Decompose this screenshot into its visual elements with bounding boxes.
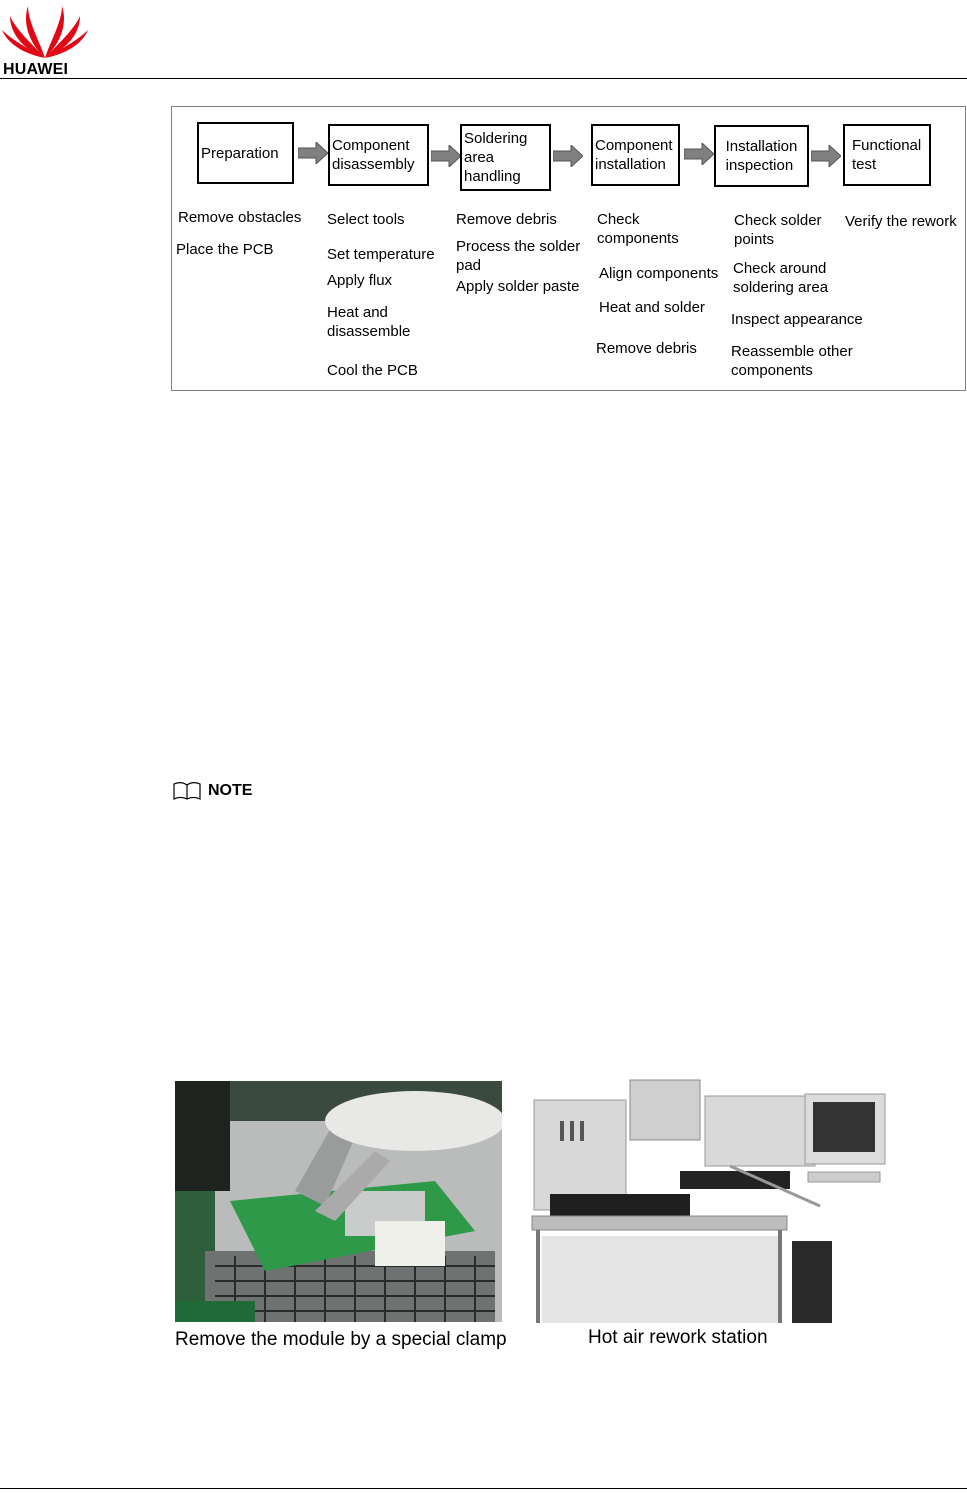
- step-preparation: [197, 122, 294, 184]
- task-label: Select tools: [327, 211, 405, 228]
- step-label: Component disassembly: [332, 137, 415, 173]
- task-label: Process the solder pad: [456, 238, 581, 274]
- step-component-disassembly: [328, 124, 429, 186]
- clamp-photo-caption: Remove the module by a special clamp: [175, 1329, 507, 1350]
- step-label: Preparation: [201, 144, 279, 162]
- header-divider: [0, 78, 967, 79]
- arrow-right-icon: [553, 145, 583, 167]
- rework-station-photo-caption: Hot air rework station: [588, 1327, 768, 1348]
- task-label: Remove debris: [596, 340, 697, 357]
- book-icon: [172, 781, 202, 801]
- step-soldering-area-handling: [460, 124, 551, 191]
- note-callout: [172, 780, 252, 802]
- task-label: Apply flux: [327, 272, 393, 289]
- arrow-right-icon: [431, 145, 461, 167]
- task-label: Remove obstacles: [178, 209, 302, 226]
- step-installation-inspection: [714, 125, 809, 187]
- step-functional-test: [843, 124, 931, 186]
- note-label: NOTE: [208, 782, 253, 799]
- task-label: Align components: [599, 265, 719, 282]
- task-label: Cool the PCB: [327, 362, 418, 379]
- task-label: Remove debris: [456, 211, 557, 228]
- task-label: Set temperature: [327, 246, 435, 263]
- huawei-petals-icon: [0, 0, 90, 62]
- footer-divider: [0, 1488, 967, 1489]
- task-label: Check solder points: [734, 212, 822, 248]
- task-label: Verify the rework: [845, 213, 957, 230]
- arrow-right-icon: [684, 143, 714, 165]
- step-component-installation: [591, 124, 680, 186]
- task-label: Heat and solder: [599, 299, 705, 316]
- rework-station-photo: [530, 1076, 890, 1323]
- task-label: Place the PCB: [176, 241, 274, 258]
- task-label: Inspect appearance: [731, 311, 863, 328]
- logo-wordmark: HUAWEI: [3, 61, 69, 78]
- huawei-logo: [0, 0, 90, 80]
- clamp-photo: [175, 1081, 502, 1322]
- task-label: Check around soldering area: [733, 260, 829, 296]
- step-label: Soldering area handling: [464, 130, 528, 185]
- step-label: Component installation: [595, 137, 673, 173]
- task-label: Heat and disassemble: [327, 304, 411, 340]
- arrow-right-icon: [811, 145, 841, 167]
- task-label: Apply solder paste: [456, 278, 580, 295]
- arrow-right-icon: [298, 142, 328, 164]
- task-label: Reassemble other components: [731, 343, 853, 379]
- task-label: Check components: [597, 211, 679, 247]
- step-label: Functional test: [852, 137, 922, 173]
- step-label: Installation inspection: [725, 138, 798, 174]
